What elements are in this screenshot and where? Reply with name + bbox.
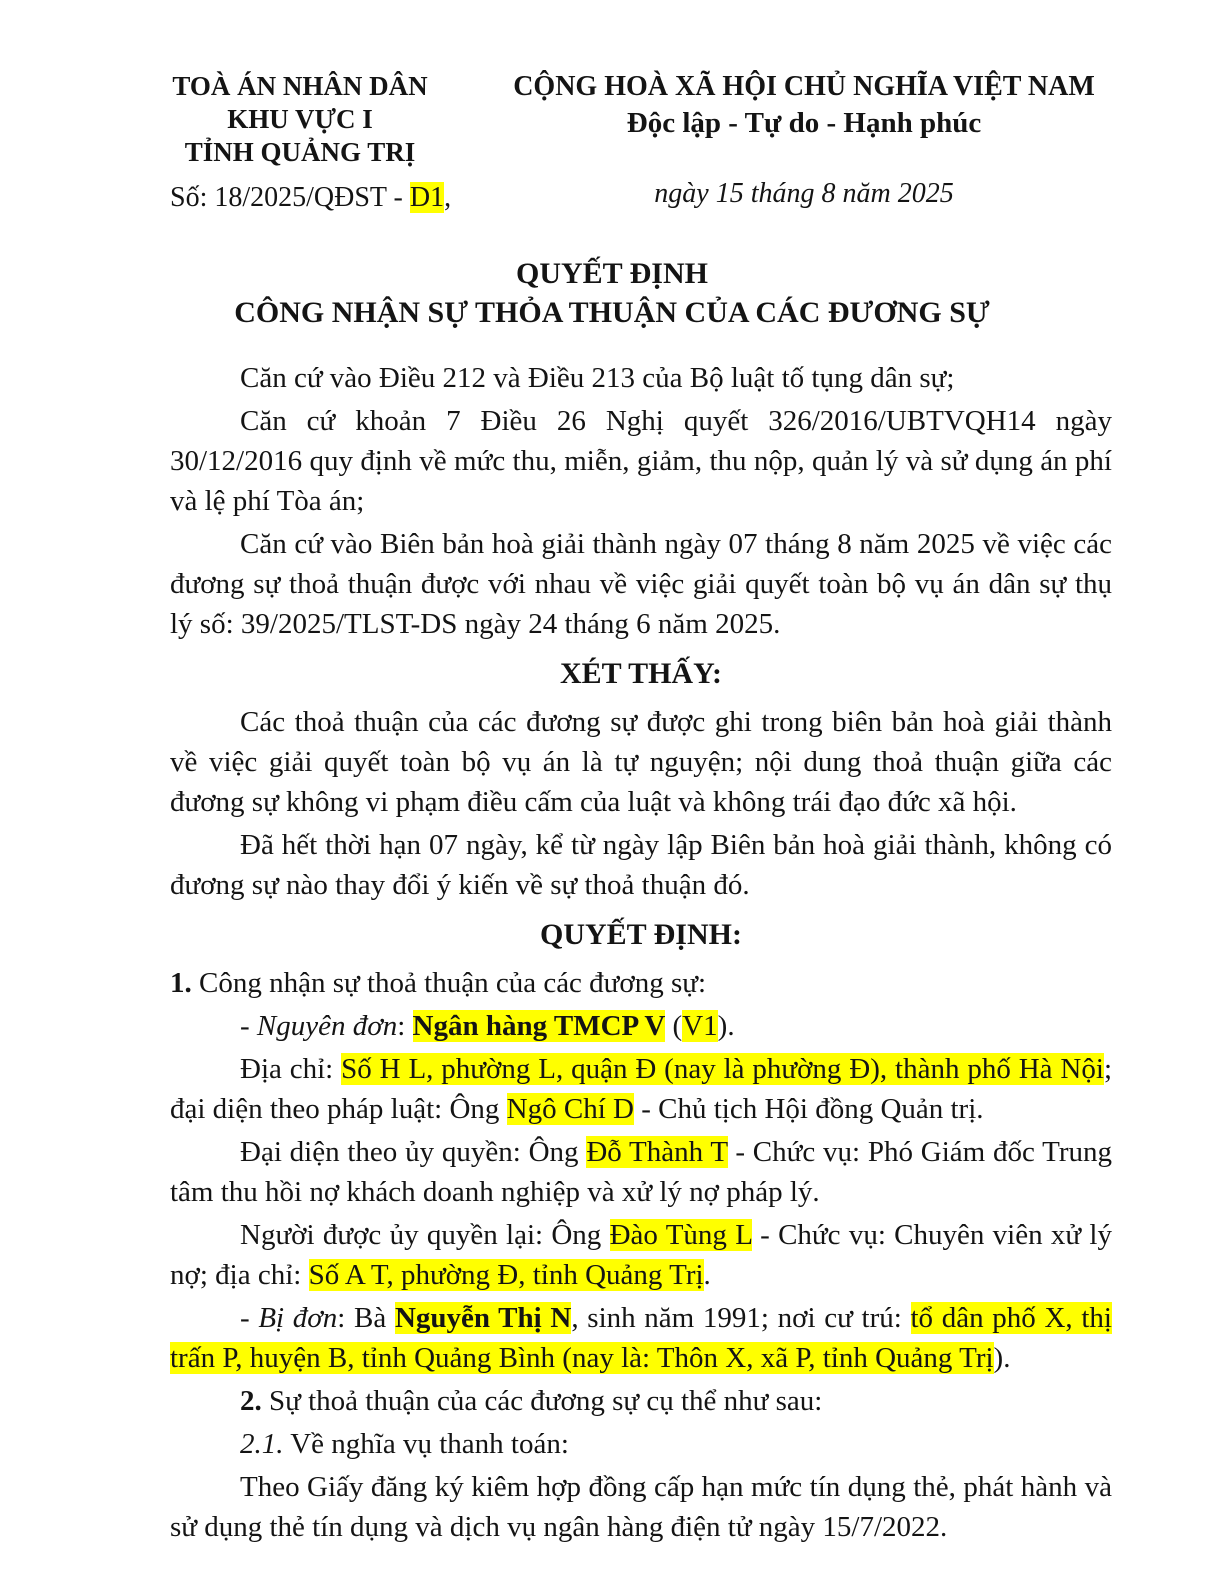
document-title: [0, 254, 1224, 332]
plaintiff-address-mid: ; đại diện theo pháp luật: Ông: [170, 1053, 1112, 1125]
decision-item-2-1-number: 2.1.: [240, 1428, 284, 1460]
decision-item-2: [170, 1381, 1112, 1421]
republic-motto-line2: Độc lập - Tự do - Hạnh phúc: [626, 107, 982, 139]
document-title-line1: QUYẾT ĐỊNH: [516, 257, 708, 290]
authorized-rep-lead: Đại diện theo ủy quyền: Ông: [240, 1136, 587, 1168]
plaintiff-address-line: [170, 1049, 1112, 1129]
authorized-rep-line: [170, 1132, 1112, 1212]
decision-item-2-1-text: Về nghĩa vụ thanh toán:: [283, 1428, 569, 1460]
plaintiff-address-highlight: Số H L, phường L, quận Đ (nay là phường Đ), thành phố Hà Nội: [341, 1053, 1104, 1085]
document-number-prefix: Số: 18/2025/QĐST -: [170, 182, 410, 213]
plaintiff-name-highlight: Ngân hàng TMCP V: [412, 1010, 666, 1042]
plaintiff-address-tail: - Chủ tịch Hội đồng Quản trị.: [633, 1093, 984, 1125]
defendant-mid1: : Bà: [337, 1302, 395, 1334]
preamble-paragraph-3: Căn cứ vào Biên bản hoà giải thành ngày 07 tháng 8 năm 2025 về việc các đương sự thoả thuận được với nhau về việc giải quyết toàn bộ vụ án dân sự thụ lý số: 39/2025/TLST-DS ngày 24 tháng 6 năm 2025.: [170, 528, 1112, 640]
plaintiff-address-label: Địa chỉ:: [240, 1053, 342, 1085]
defendant-name-highlight: Nguyễn Thị N: [394, 1302, 572, 1334]
sub-authorized-lead: Người được ủy quyền lại: Ông: [240, 1219, 610, 1251]
defendant-label: - Bị đơn: [240, 1302, 338, 1334]
plaintiff-label: - Nguyên đơn: [240, 1010, 398, 1042]
plaintiff-colon: :: [397, 1010, 413, 1042]
defendant-address-highlight: tổ dân phố X, thị trấn P, huyện B, tỉnh Quảng Bình (nay là: Thôn X, xã P, tỉnh Quảng Trị: [170, 1302, 1112, 1374]
document-date: ngày 15 tháng 8 năm 2025: [654, 178, 954, 209]
decision-item-1-text: Công nhận sự thoả thuận của các đương sự:: [191, 967, 707, 999]
sub-authorized-mid: - Chức vụ: Chuyên viên xử lý nợ; địa chỉ:: [170, 1219, 1112, 1291]
court-name-line1: TOÀ ÁN NHÂN DÂN: [172, 71, 428, 101]
document-number: [140, 182, 460, 214]
authorized-rep-tail: - Chức vụ: Phó Giám đốc Trung tâm thu hồi nợ khách doanh nghiệp và xử lý nợ pháp lý.: [170, 1136, 1112, 1208]
decision-item-1: [170, 963, 1112, 1003]
xet-thay-paragraph-1: Các thoả thuận của các đương sự được ghi trong biên bản hoà giải thành về việc giải quyết toàn bộ vụ án là tự nguyện; nội dung thoả thuận giữa các đương sự không vi phạm điều cấm của luật và không trái đạo đức xã hội.: [170, 706, 1112, 818]
payment-note-paragraph: Theo Giấy đăng ký kiêm hợp đồng cấp hạn mức tín dụng thẻ, phát hành và sử dụng thẻ tín dụng và dịch vụ ngân hàng điện tử ngày 15/7/2022.: [170, 1471, 1112, 1543]
legal-rep-name-highlight: Ngô Chí D: [506, 1093, 634, 1125]
preamble-paragraph-2: Căn cứ khoản 7 Điều 26 Nghị quyết 326/2016/UBTVQH14 ngày 30/12/2016 quy định về mức thu, miễn, giảm, thu nộp, quản lý và sử dụng án phí và lệ phí Tòa án;: [170, 405, 1112, 517]
plaintiff-paren-close: ).: [717, 1010, 735, 1042]
document-title-line2: CÔNG NHẬN SỰ THỎA THUẬN CỦA CÁC ĐƯƠNG SỰ: [234, 296, 990, 329]
plaintiff-line: [170, 1006, 1112, 1046]
court-name-line2: KHU VỰC I: [227, 104, 373, 134]
sub-authorized-line: [170, 1215, 1112, 1295]
defendant-line: [170, 1298, 1112, 1378]
xet-thay-heading: XÉT THẤY:: [559, 657, 722, 690]
preamble-paragraph-1: Căn cứ vào Điều 212 và Điều 213 của Bộ luật tố tụng dân sự;: [240, 362, 955, 394]
decision-item-2-number: 2.: [240, 1385, 262, 1417]
defendant-mid2: , sinh năm 1991; nơi cư trú:: [571, 1302, 911, 1334]
document-header: [0, 70, 1224, 214]
defendant-tail: ).: [993, 1342, 1011, 1374]
decision-item-2-text: Sự thoả thuận của các đương sự cụ thể như sau:: [261, 1385, 823, 1417]
republic-motto-line1: CỘNG HOÀ XÃ HỘI CHỦ NGHĨA VIỆT NAM: [513, 71, 1095, 102]
sub-authorized-tail: .: [703, 1259, 711, 1291]
plaintiff-code-highlight: V1: [682, 1010, 718, 1042]
document-body: [170, 358, 1112, 1547]
plaintiff-paren-open: (: [665, 1010, 683, 1042]
republic-block: [484, 70, 1124, 214]
court-name-line3: TỈNH QUẢNG TRỊ: [184, 137, 416, 167]
decision-item-1-number: 1.: [170, 967, 192, 999]
sub-authorized-address-highlight: Số A T, phường Đ, tỉnh Quảng Trị: [308, 1259, 704, 1291]
document-number-suffix: ,: [444, 182, 452, 213]
decision-item-2-1: [170, 1424, 1112, 1464]
court-block: [140, 70, 460, 214]
sub-authorized-name-highlight: Đào Tùng L: [609, 1219, 752, 1251]
authorized-rep-name-highlight: Đỗ Thành T: [586, 1136, 728, 1168]
quyet-dinh-heading: QUYẾT ĐỊNH:: [540, 918, 742, 951]
document-number-code-highlight: D1: [409, 182, 445, 213]
xet-thay-paragraph-2: Đã hết thời hạn 07 ngày, kể từ ngày lập Biên bản hoà giải thành, không có đương sự nào thay đổi ý kiến về sự thoả thuận đó.: [170, 829, 1112, 901]
